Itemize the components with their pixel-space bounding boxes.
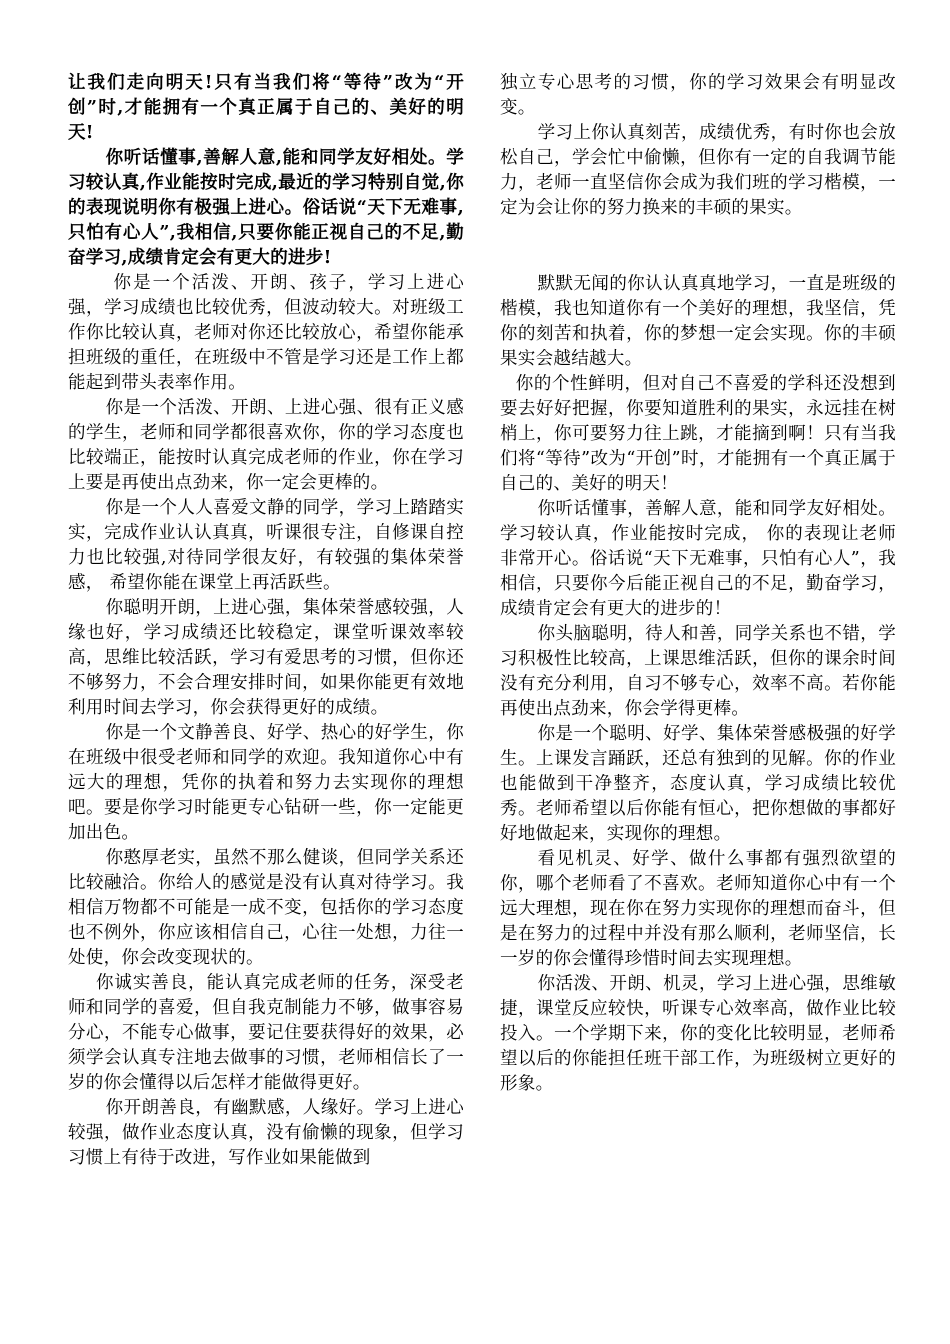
comment-paragraph: 你头脑聪明，待人和善，同学关系也不错，学习积极性比较高，上课思维活跃，但你的课余时间没有充分利用，自习不够专心，效率不高。若你能再使出点劲来，你会学得更棒。 (500, 624, 896, 719)
comment-paragraph: 你听话懂事,善解人意,能和同学友好相处。学习较认真,作业能按时完成,最近的学习特别自觉,你的表现说明你有极强上进心。俗话说“天下无难事,只怕有心人”,我相信,只要你能正视自己的不足,勤奋学习,成绩肯定会有更大的进步! (68, 148, 464, 268)
comment-paragraph: 你是一个人人喜爱文静的同学，学习上踏踏实实，完成作业认认真真，听课很专注，自修课自控力也比较强,对待同学很友好，有较强的集体荣誉感， 希望你能在课堂上再活跃些。 (68, 498, 464, 593)
comment-paragraph: 你聪明开朗，上进心强，集体荣誉感较强，人缘也好，学习成绩还比较稳定，课堂听课效率较高，思维比较活跃，学习有爱思考的习惯，但你还不够努力，不会合理安排时间，如果你能更有效地利用时间去学习，你会获得更好的成绩。 (68, 598, 464, 718)
comment-paragraph: 学习上你认真刻苦，成绩优秀，有时你也会放松自己，学会忙中偷懒，但你有一定的自我调节能力，老师一直坚信你会成为我们班的学习楷模，一定为会让你的努力换来的丰硕的果实。 (500, 123, 896, 218)
column-gap (500, 221, 896, 272)
comment-paragraph: 你是一个活泼、开朗、孩子，学习上进心强，学习成绩也比较优秀，但波动较大。对班级工作你比较认真，老师对你还比较放心，希望你能承担班级的重任，在班级中不管是学习还是工作上都能起到带头表率作用。 (68, 273, 464, 393)
comment-paragraph: 你是一个聪明、好学、集体荣誉感极强的好学生。上课发言踊跃，还总有独到的见解。你的作业也能做到干净整齐，态度认真，学习成绩比较优秀。老师希望以后你能有恒心，把你想做的事都好好地做起来，实现你的理想。 (500, 724, 896, 844)
comment-paragraph: 你诚实善良，能认真完成老师的任务，深受老师和同学的喜爱，但自我克制能力不够，做事容易分心，不能专心做事，要记住要获得好的效果，必须学会认真专注地去做事的习惯，老师相信长了一岁的你会懂得以后怎样才能做得更好。 (68, 973, 464, 1093)
left-column (68, 71, 464, 1171)
comment-paragraph: 你是一个文静善良、好学、热心的好学生，你在班级中很受老师和同学的欢迎。我知道你心中有远大的理想，凭你的执着和努力去实现你的理想吧。要是你学习时能更专心钻研一些，你一定能更加出色。 (68, 723, 464, 843)
comment-paragraph: 你的个性鲜明，但对自己不喜爱的学科还没想到要去好好把握，你要知道胜利的果实，永远挂在树梢上，你可要努力往上跳，才能摘到啊！只有当我们将“等待”改为“开创”时，才能拥有一个真正属于自己的、美好的明天！ (500, 374, 896, 494)
comment-paragraph: 你开朗善良，有幽默感，人缘好。学习上进心较强，做作业态度认真，没有偷懒的现象，但学习习惯上有待于改进，写作业如果能做到 (68, 1098, 464, 1168)
comment-paragraph: 你是一个活泼、开朗、上进心强、很有正义感的学生，老师和同学都很喜欢你，你的学习态度也比较端正，能按时认真完成老师的作业，你在学习上要是再使出点劲来，你一定会更棒的。 (68, 398, 464, 493)
comment-paragraph: 你憨厚老实，虽然不那么健谈，但同学关系还比较融洽。你给人的感觉是没有认真对待学习。我相信万物都不可能是一成不变，包括你的学习态度也不例外，你应该相信自己，心往一处想，力往一处使，你会改变现状的。 (68, 848, 464, 968)
comment-paragraph: 你活泼、开朗、机灵，学习上进心强，思维敏捷，课堂反应较快，听课专心效率高，做作业比较投入。一个学期下来，你的变化比较明显，老师希望以后的你能担任班干部工作，为班级树立更好的形象。 (500, 974, 896, 1094)
comment-paragraph: 独立专心思考的习惯，你的学习效果会有明显改变。 (500, 73, 896, 118)
comment-paragraph: 让我们走向明天!只有当我们将“等待”改为“开创”时,才能拥有一个真正属于自己的、美好的明天! (68, 73, 464, 143)
comment-paragraph: 你听话懂事，善解人意，能和同学友好相处。学习较认真，作业能按时完成， 你的表现让老师非常开心。俗话说“天下无难事，只怕有心人”，我相信，只要你今后能正视自己的不足，勤奋学习，成绩肯定会有更大的进步的！ (500, 499, 896, 619)
right-column (500, 71, 896, 1097)
comment-paragraph: 看见机灵、好学、做什么事都有强烈欲望的你，哪个老师看了不喜欢。老师知道你心中有一个远大理想，现在你在努力实现你的理想而奋斗，但是在努力的过程中并没有那么顺利，老师坚信，长一岁的你会懂得珍惜时间去实现理想。 (500, 849, 896, 969)
comment-paragraph: 默默无闻的你认认真真地学习，一直是班级的楷模，我也知道你有一个美好的理想，我坚信，凭你的刻苦和执着，你的梦想一定会实现。你的丰硕果实会越结越大。 (500, 274, 896, 369)
